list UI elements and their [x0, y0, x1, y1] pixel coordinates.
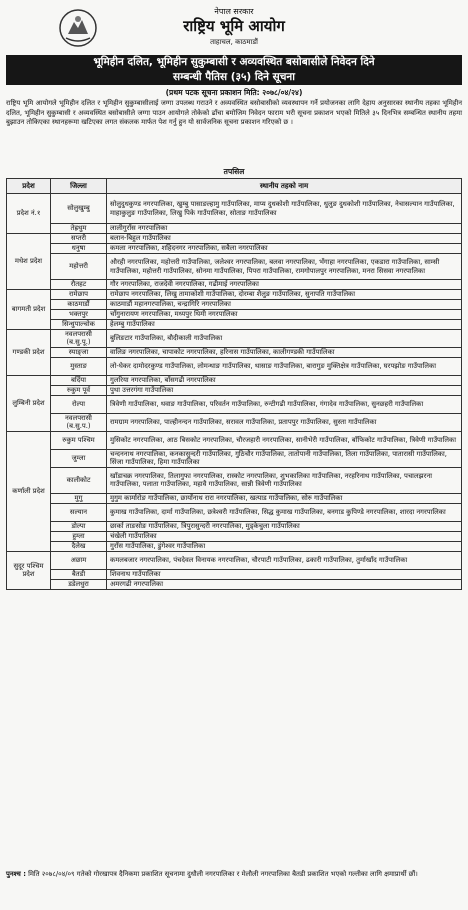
header-district: जिल्ला	[51, 179, 107, 194]
district-cell: डडेलधुरा	[51, 579, 107, 589]
local-level-cell: औरही नगरपालिका, महोत्तरी गाउँपालिका, जलेश्वर नगरपालिका, बलवा नगरपालिका, भँगाहा नगरपालिका, एकडारा गाउँपालिका, साम्सी गाउँपालिका, महोत्तरी गाउँपालिका, सोनमा गाउँपालिका, पिपरा गाउँपालिका, रामगोपालपुर नगरपालिका, मनरा सिसवा नगरपालिका	[107, 254, 462, 280]
district-cell: सोलुखुम्बु	[51, 194, 107, 224]
district-cell: डोल्पा	[51, 521, 107, 531]
district-cell: स्याङ्जा	[51, 347, 107, 357]
district-cell: काठमाडौं	[51, 300, 107, 310]
province-cell: कर्णाली प्रदेश	[7, 431, 51, 551]
province-cell: मधेश प्रदेश	[7, 234, 51, 290]
district-cell: सल्यान	[51, 503, 107, 521]
table-row	[7, 413, 462, 431]
province-cell: सुदूर पश्चिम प्रदेश	[7, 551, 51, 589]
district-cell: भक्तपुर	[51, 310, 107, 320]
header-local-level: स्थानीय तहको नाम	[107, 179, 462, 194]
table-row	[7, 280, 462, 290]
table-row	[7, 310, 462, 320]
table-row	[7, 375, 462, 385]
notice-banner	[6, 55, 462, 85]
table-row	[7, 290, 462, 300]
district-cell: सप्तरी	[51, 234, 107, 244]
local-level-cell: काठमाडौं महानगरपालिका, चन्द्रागिरि नगरपालिका	[107, 300, 462, 310]
table-row	[7, 493, 462, 503]
header	[0, 4, 468, 54]
district-cell: सिन्धुपाल्चोक	[51, 320, 107, 330]
district-cell: कालीकोट	[51, 467, 107, 493]
local-level-cell: कमला नगरपालिका, शहिदनगर नगरपालिका, सबैला नगरपालिका	[107, 244, 462, 254]
table-row	[7, 330, 462, 348]
table-row	[7, 385, 462, 395]
table-row	[7, 244, 462, 254]
local-level-cell: कुमाख गाउँपालिका, दार्मा गाउँपालिका, छत्रेश्वरी गाउँपालिका, सिद्ध कुमाख गाउँपालिका, बनगाड कुपिण्डे नगरपालिका, शारदा नगरपालिका	[107, 503, 462, 521]
footer-text: मिति २०७८/०४/०९ गतेको गोरखापत्र दैनिकमा प्रकाशित सूचनामा दुधौली नगरपालिका र मेलौली नगरपालिका बैतडी प्रकाशित भएको गल्तीका लागि क्षमाप्रार्थी छौं।	[28, 870, 418, 878]
local-level-cell: चंखेली गाउँपालिका	[107, 531, 462, 541]
local-level-cell: शिवनाथ गाउँपालिका	[107, 569, 462, 579]
table-row	[7, 579, 462, 589]
district-cell: तेह्रथुम	[51, 224, 107, 234]
local-level-cell: छार्का ताङसोङ गाउँपालिका, त्रिपुरासुन्दरी नगरपालिका, मुड्केचुला गाउँपालिका	[107, 521, 462, 531]
district-cell: नवलपरासी (ब.सु.प.)	[51, 413, 107, 431]
district-cell: रुकुम पूर्व	[51, 385, 107, 395]
table-row	[7, 395, 462, 413]
table-row	[7, 320, 462, 330]
district-cell: महोत्तरी	[51, 254, 107, 280]
province-cell: बागमती प्रदेश	[7, 290, 51, 330]
table-row	[7, 541, 462, 551]
schedule-table	[6, 178, 462, 590]
table-row	[7, 569, 462, 579]
header-province: प्रदेश	[7, 179, 51, 194]
province-cell: प्रदेश नं.१	[7, 194, 51, 234]
district-cell: मुगु	[51, 493, 107, 503]
table-row	[7, 194, 462, 224]
table-row	[7, 467, 462, 493]
table-row	[7, 254, 462, 280]
province-cell: गण्डकी प्रदेश	[7, 330, 51, 376]
district-cell: बैतडी	[51, 569, 107, 579]
table-header-row	[7, 179, 462, 194]
footer-note	[6, 869, 462, 879]
district-cell: जुम्ला	[51, 449, 107, 467]
table-row	[7, 531, 462, 541]
local-level-cell: हेलम्बु गाउँपालिका	[107, 320, 462, 330]
local-level-cell: मुगुम कार्मारोङ गाउँपालिका, छायाँनाथ रारा नगरपालिका, खत्याड गाउँपालिका, सोरु गाउँपालिका	[107, 493, 462, 503]
government-line: नेपाल सरकार	[214, 7, 254, 16]
district-cell: बर्दिया	[51, 375, 107, 385]
province-cell: लुम्बिनी प्रदेश	[7, 375, 51, 431]
local-level-cell: रामेछाप नगरपालिका, लिखु तामाकोशी गाउँपालिका, दोरम्बा शैलुङ गाउँपालिका, सुनापति गाउँपालिका	[107, 290, 462, 300]
local-level-cell: खाँडाचक्र नगरपालिका, तिलागुफा नगरपालिका, रास्कोट नगरपालिका, शुभकालिका गाउँपालिका, नरहरिनाथ गाउँपालिका, पचालझरना गाउँपालिका, पलाता गाउँपालिका, महावै गाउँपालिका, सान्नी त्रिवेणी गाउँपालिका	[107, 467, 462, 493]
table-row	[7, 503, 462, 521]
table-title: तपसिल	[223, 167, 245, 176]
local-level-cell: गुराँस गाउँपालिका, डुंगेश्वर गाउँपालिका	[107, 541, 462, 551]
notice-body: राष्ट्रिय भूमि आयोगले भूमिहीन दलित र भूमिहीन सुकुम्बासीलाई जग्गा उपलब्ध गराउने र अव्यवस्थित बसोबासीको व्यवस्थापन गर्ने प्रयोजनका लागि देहाय अनुसारका स्थानीय तहका भूमिहीन दलित, भूमिहीन सुकुम्बासी र अव्यवस्थित बसोबासीले जग्गा पाउन आयोगले तोकेको ढाँचा बमोजिम निवेदन फाराम भरी सूचना प्रकाशन भएको मितिले ३५ दिनभित्र सम्बन्धित स्थानीय तहमा बुझाउन तोकिएका स्थानहरूमा खटिएका लगत संकलक मार्फत पेश गर्नु हुन यो सार्वजनिक सूचना प्रकाशन गरिएको छ ।	[6, 99, 462, 127]
local-level-cell: रामग्राम नगरपालिका, पाल्हीनन्दन गाउँपालिका, सरावल गाउँपालिका, प्रतापपुर गाउँपालिका, सुस्ता गाउँपालिका	[107, 413, 462, 431]
local-level-cell: गौर नगरपालिका, राजदेवी नगरपालिका, गढीमाई नगरपालिका	[107, 280, 462, 290]
table-row	[7, 357, 462, 375]
district-cell: रोल्पा	[51, 395, 107, 413]
table-row	[7, 300, 462, 310]
table-row	[7, 224, 462, 234]
organization-address: ताहाचल, काठमाडौं	[210, 38, 258, 46]
district-cell: रुकुम पश्चिम	[51, 431, 107, 449]
local-level-cell: वालिङ नगरपालिका, चापाकोट नगरपालिका, हरिनास गाउँपालिका, कालीगण्डकी गाउँपालिका	[107, 347, 462, 357]
publication-date: (प्रथम पटक सूचना प्रकाशन मिति: २०७८/०४/२४)	[165, 88, 303, 97]
district-cell: मुस्ताङ	[51, 357, 107, 375]
table-row	[7, 551, 462, 569]
table-row	[7, 431, 462, 449]
table-row	[7, 347, 462, 357]
table-row	[7, 521, 462, 531]
table-row	[7, 449, 462, 467]
district-cell: रौतहट	[51, 280, 107, 290]
district-cell: धनुषा	[51, 244, 107, 254]
district-cell: हुम्ला	[51, 531, 107, 541]
table-body	[7, 194, 462, 590]
local-level-cell: गुलरिया नगरपालिका, बाँसगढी नगरपालिका	[107, 375, 462, 385]
local-level-cell: बलान-बिहुल गाउँपालिका	[107, 234, 462, 244]
local-level-cell: अमरगढी नगरपालिका	[107, 579, 462, 589]
district-cell: अछाम	[51, 551, 107, 569]
local-level-cell: चन्दननाथ नगरपालिका, कनकासुन्दरी गाउँपालिका, गुठिचौर गाउँपालिका, तातोपानी गाउँपालिका, तिला गाउँपालिका, पातारासी गाउँपालिका, सिंजा गाउँपालिका, हिमा गाउँपालिका	[107, 449, 462, 467]
local-level-cell: त्रिवेणी गाउँपालिका, थवाङ गाउँपालिका, परिवर्तन गाउँपालिका, रुन्टीगढी गाउँपालिका, गंगादेव गाउँपालिका, सुनछहरी गाउँपालिका	[107, 395, 462, 413]
banner-line-1: भूमिहीन दलित, भूमिहीन सुकुम्बासी र अव्यवस्थित बसोबासीले निवेदन दिने	[93, 56, 375, 68]
table-row	[7, 234, 462, 244]
local-level-cell: लालीगुराँस नगरपालिका	[107, 224, 462, 234]
local-level-cell: मुसिकोट नगरपालिका, आठ बिसकोट नगरपालिका, चौरजहारी नगरपालिका, सानीभेरी गाउँपालिका, बाँफिकोट गाउँपालिका, त्रिवेणी गाउँपालिका	[107, 431, 462, 449]
footer-label: पुनश्च :	[6, 870, 26, 878]
local-level-cell: लो-घेकर दामोदरकुण्ड गाउँपालिका, लोमन्थाङ गाउँपालिका, थासाङ गाउँपालिका, बारागुङ मुक्तिक्षेत्र गाउँपालिका, घरपझोङ गाउँपालिका	[107, 357, 462, 375]
local-level-cell: कमलबजार नगरपालिका, पंचदेवल विनायक नगरपालिका, चौरपाटी गाउँपालिका, ढकारी गाउँपालिका, तुर्माखाँद गाउँपालिका	[107, 551, 462, 569]
organization-name: राष्ट्रिय भूमि आयोग	[183, 17, 285, 35]
local-level-cell: पुथा उत्तरगंगा गाउँपालिका	[107, 385, 462, 395]
local-level-cell: सोलुदुधकुण्ड नगरपालिका, खुम्बु पासाङल्हामु गाउँपालिका, माप्य दुधकोशी गाउँपालिका, धुलुङ दुधकोशी गाउँपालिका, नेचासल्यान गाउँपालिका, माहाकुलुङ गाउँपालिका, लिखु पिके गाउँपालिका, सोताङ गाउँपालिका	[107, 194, 462, 224]
district-cell: रामेछाप	[51, 290, 107, 300]
district-cell: दैलेख	[51, 541, 107, 551]
banner-line-2: सम्बन्धी पैतिस (३५) दिने सूचना	[173, 71, 295, 83]
district-cell: नवलपरासी (ब.सु.पू.)	[51, 330, 107, 348]
local-level-cell: बुलिङटार गाउँपालिका, बौदीकाली गाउँपालिका	[107, 330, 462, 348]
local-level-cell: चाँगुनारायण नगरपालिका, मध्यपुर थिमी नगरपालिका	[107, 310, 462, 320]
